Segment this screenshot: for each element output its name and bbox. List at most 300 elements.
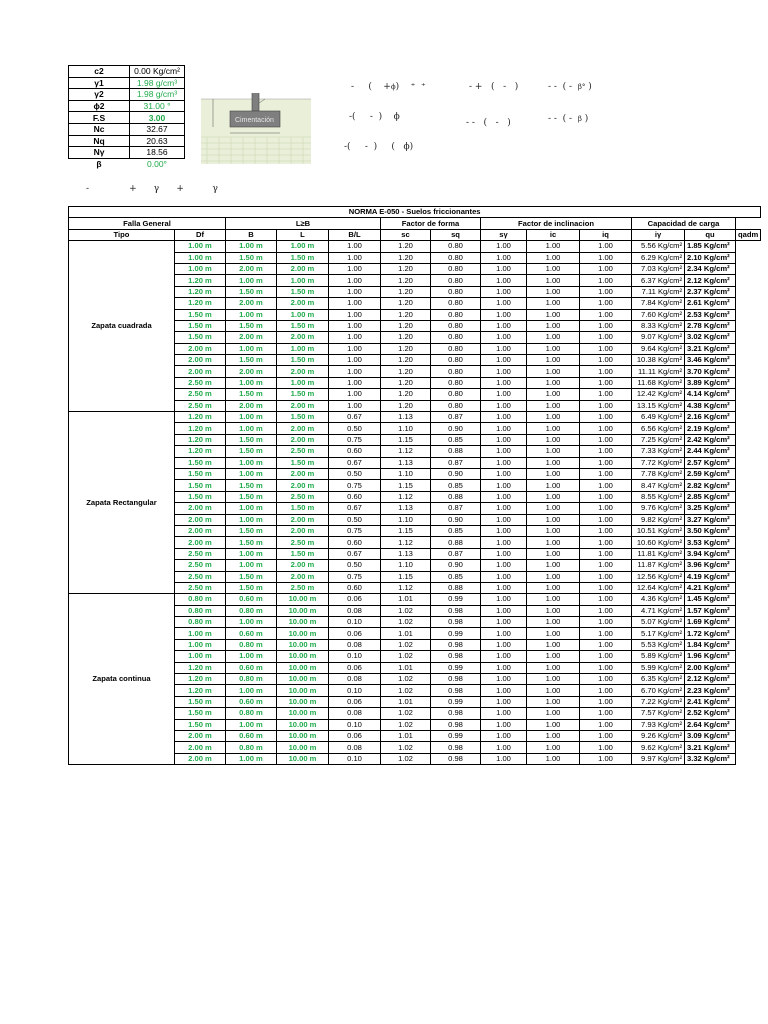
table-cell: 1.00 bbox=[481, 742, 527, 753]
table-cell: 1.01 bbox=[381, 730, 431, 741]
table-cell: 1.00 bbox=[481, 468, 527, 479]
table-cell: 1.00 bbox=[527, 685, 580, 696]
table-cell: 2.00 m bbox=[226, 400, 277, 411]
param-key: γ2 bbox=[69, 89, 130, 101]
table-cell: 0.67 bbox=[329, 412, 381, 423]
column-headers-row bbox=[69, 229, 761, 240]
table-cell: 1.00 m bbox=[226, 377, 277, 388]
table-cell: 1.00 bbox=[527, 582, 580, 593]
table-cell: 1.00 m bbox=[226, 514, 277, 525]
table-cell: 2.50 m bbox=[277, 582, 329, 593]
table-cell: 7.03 Kg/cm² bbox=[632, 263, 685, 274]
table-cell: 1.00 bbox=[527, 514, 580, 525]
table-cell: 1.00 bbox=[481, 241, 527, 252]
table-cell: 1.00 bbox=[481, 286, 527, 297]
table-cell: 1.20 m bbox=[175, 434, 226, 445]
table-cell: 1.00 bbox=[580, 753, 632, 764]
table-cell: 1.50 m bbox=[175, 708, 226, 719]
table-cell: 1.00 bbox=[527, 605, 580, 616]
column-header: B bbox=[226, 229, 277, 240]
table-cell: 1.20 m bbox=[175, 446, 226, 457]
table-cell: 1.00 bbox=[580, 628, 632, 639]
table-cell: 1.00 bbox=[481, 571, 527, 582]
table-cell: 1.50 m bbox=[175, 309, 226, 320]
table-cell: 1.00 bbox=[481, 662, 527, 673]
table-cell: 0.85 bbox=[431, 480, 481, 491]
table-cell: 1.00 m bbox=[226, 412, 277, 423]
table-cell: 1.00 bbox=[329, 332, 381, 343]
table-cell: 0.88 bbox=[431, 491, 481, 502]
table-cell: 0.75 bbox=[329, 480, 381, 491]
table-cell: 1.50 m bbox=[226, 537, 277, 548]
table-cell: 2.10 Kg/cm² bbox=[685, 252, 736, 263]
table-cell: 3.46 Kg/cm² bbox=[685, 355, 736, 366]
table-cell: 1.00 bbox=[329, 286, 381, 297]
table-cell: 1.00 m bbox=[277, 309, 329, 320]
table-cell: 6.37 Kg/cm² bbox=[632, 275, 685, 286]
table-cell: 3.89 Kg/cm² bbox=[685, 377, 736, 388]
column-header: Tipo bbox=[69, 229, 175, 240]
table-cell: 1.00 bbox=[527, 400, 580, 411]
table-cell: 10.00 m bbox=[277, 605, 329, 616]
table-cell: 1.50 m bbox=[226, 320, 277, 331]
table-cell: 1.00 bbox=[527, 343, 580, 354]
table-cell: 2.00 m bbox=[175, 730, 226, 741]
table-cell: 0.98 bbox=[431, 639, 481, 650]
table-cell: 1.00 bbox=[481, 263, 527, 274]
column-header: iq bbox=[580, 229, 632, 240]
table-cell: 1.00 bbox=[580, 696, 632, 707]
param-key: c2 bbox=[69, 66, 130, 78]
table-cell: 1.20 bbox=[381, 309, 431, 320]
table-cell: 1.01 bbox=[381, 594, 431, 605]
param-row bbox=[69, 89, 185, 101]
table-cell: 1.13 bbox=[381, 548, 431, 559]
table-cell: 1.00 bbox=[527, 708, 580, 719]
table-cell: 10.00 m bbox=[277, 674, 329, 685]
table-cell: 1.72 Kg/cm² bbox=[685, 628, 736, 639]
table-cell: 1.00 bbox=[527, 548, 580, 559]
table-cell: 1.00 bbox=[580, 400, 632, 411]
group-header-inclinacion: Factor de inclinacion bbox=[481, 218, 632, 229]
table-cell: 1.02 bbox=[381, 685, 431, 696]
table-cell: 2.85 Kg/cm² bbox=[685, 491, 736, 502]
table-cell: 1.20 bbox=[381, 343, 431, 354]
table-cell: 2.00 m bbox=[175, 355, 226, 366]
table-cell: 0.80 bbox=[431, 377, 481, 388]
column-header: iγ bbox=[632, 229, 685, 240]
table-cell: 0.60 bbox=[329, 446, 381, 457]
table-cell: 1.00 bbox=[329, 366, 381, 377]
equation-fragment: - - ( - β° ) bbox=[548, 82, 592, 92]
table-cell: 1.10 bbox=[381, 560, 431, 571]
table-cell: 1.00 bbox=[580, 366, 632, 377]
table-cell: 0.10 bbox=[329, 753, 381, 764]
table-cell: 0.60 bbox=[329, 582, 381, 593]
table-cell: 1.00 bbox=[580, 252, 632, 263]
table-cell: 2.00 m bbox=[277, 514, 329, 525]
table-cell: 0.80 m bbox=[226, 674, 277, 685]
column-header: L bbox=[277, 229, 329, 240]
table-cell: 1.00 bbox=[527, 651, 580, 662]
table-cell: 2.00 m bbox=[277, 332, 329, 343]
table-cell: 13.15 Kg/cm² bbox=[632, 400, 685, 411]
table-cell: 1.00 bbox=[580, 582, 632, 593]
param-row bbox=[69, 123, 185, 135]
table-cell: 0.80 bbox=[431, 366, 481, 377]
table-cell: 9.82 Kg/cm² bbox=[632, 514, 685, 525]
table-cell: 1.00 bbox=[527, 263, 580, 274]
table-cell: 1.00 bbox=[481, 298, 527, 309]
table-cell: 1.00 bbox=[481, 594, 527, 605]
table-cell: 2.00 m bbox=[175, 514, 226, 525]
column-header: Df bbox=[175, 229, 226, 240]
table-cell: 1.00 bbox=[580, 309, 632, 320]
table-cell: 1.20 bbox=[381, 355, 431, 366]
table-cell: 1.00 bbox=[527, 560, 580, 571]
table-cell: 1.00 bbox=[329, 343, 381, 354]
table-cell: 2.52 Kg/cm² bbox=[685, 708, 736, 719]
table-cell: 0.60 m bbox=[226, 628, 277, 639]
table-cell: 1.00 bbox=[527, 617, 580, 628]
table-cell: 2.00 m bbox=[277, 434, 329, 445]
table-cell: 1.50 m bbox=[277, 355, 329, 366]
table-cell: 1.00 bbox=[481, 400, 527, 411]
table-cell: 0.80 bbox=[431, 286, 481, 297]
table-cell: 3.94 Kg/cm² bbox=[685, 548, 736, 559]
table-cell: 1.00 bbox=[481, 446, 527, 457]
table-cell: 2.00 m bbox=[175, 503, 226, 514]
table-cell: 0.10 bbox=[329, 719, 381, 730]
table-cell: 1.00 bbox=[481, 412, 527, 423]
table-cell: 2.64 Kg/cm² bbox=[685, 719, 736, 730]
table-cell: 1.00 bbox=[527, 286, 580, 297]
table-cell: 11.68 Kg/cm² bbox=[632, 377, 685, 388]
soil-parameters-table bbox=[68, 65, 185, 169]
table-cell: 0.60 bbox=[329, 537, 381, 548]
table-cell: 1.50 m bbox=[175, 696, 226, 707]
table-cell: 2.00 m bbox=[277, 468, 329, 479]
table-cell: 1.00 bbox=[580, 708, 632, 719]
table-cell: 0.98 bbox=[431, 617, 481, 628]
equation-fragment: - - ( - ) bbox=[466, 118, 511, 128]
table-cell: 1.02 bbox=[381, 708, 431, 719]
table-cell: 1.00 bbox=[527, 446, 580, 457]
param-row bbox=[69, 135, 185, 147]
column-header: sc bbox=[381, 229, 431, 240]
table-cell: 1.00 bbox=[329, 320, 381, 331]
table-cell: 1.00 bbox=[481, 639, 527, 650]
table-cell: 1.00 m bbox=[226, 503, 277, 514]
table-cell: 0.50 bbox=[329, 514, 381, 525]
table-cell: 0.98 bbox=[431, 605, 481, 616]
table-cell: 2.00 m bbox=[277, 423, 329, 434]
table-cell: 1.12 bbox=[381, 491, 431, 502]
table-cell: 1.00 bbox=[329, 298, 381, 309]
param-key: γ1 bbox=[69, 77, 130, 89]
table-cell: 2.00 m bbox=[175, 537, 226, 548]
table-cell: 0.99 bbox=[431, 662, 481, 673]
table-cell: 1.00 bbox=[481, 685, 527, 696]
table-cell: 1.00 bbox=[580, 594, 632, 605]
table-cell: 0.80 bbox=[431, 389, 481, 400]
table-cell: 2.59 Kg/cm² bbox=[685, 468, 736, 479]
table-cell: 1.00 bbox=[580, 674, 632, 685]
table-row bbox=[69, 412, 761, 423]
table-cell: 1.00 bbox=[580, 662, 632, 673]
table-cell: 9.26 Kg/cm² bbox=[632, 730, 685, 741]
table-cell: 1.00 m bbox=[226, 423, 277, 434]
table-cell: 1.50 m bbox=[175, 457, 226, 468]
table-cell: 1.20 m bbox=[175, 662, 226, 673]
param-row bbox=[69, 112, 185, 124]
table-cell: 1.00 bbox=[329, 309, 381, 320]
table-cell: 1.50 m bbox=[226, 525, 277, 536]
equation-fragment: - ( +ϕ) ⁺ ⁺ bbox=[351, 82, 426, 92]
table-cell: 3.02 Kg/cm² bbox=[685, 332, 736, 343]
column-header: qadm bbox=[736, 229, 761, 240]
table-cell: 7.60 Kg/cm² bbox=[632, 309, 685, 320]
table-cell: 0.08 bbox=[329, 674, 381, 685]
table-cell: 9.76 Kg/cm² bbox=[632, 503, 685, 514]
table-cell: 0.85 bbox=[431, 434, 481, 445]
table-cell: 3.96 Kg/cm² bbox=[685, 560, 736, 571]
table-cell: 1.00 m bbox=[175, 252, 226, 263]
table-cell: 1.00 m bbox=[226, 241, 277, 252]
table-cell: 2.00 m bbox=[226, 332, 277, 343]
footing-type-cell: Zapata continua bbox=[69, 594, 175, 765]
param-value: 1.98 g/cm³ bbox=[130, 89, 185, 101]
param-row bbox=[69, 158, 185, 169]
table-cell: 1.10 bbox=[381, 514, 431, 525]
table-cell: 10.00 m bbox=[277, 662, 329, 673]
table-cell: 10.00 m bbox=[277, 594, 329, 605]
table-cell: 1.15 bbox=[381, 525, 431, 536]
table-cell: 1.00 bbox=[580, 605, 632, 616]
column-header: sq bbox=[431, 229, 481, 240]
table-cell: 1.00 bbox=[481, 389, 527, 400]
table-cell: 0.80 bbox=[431, 343, 481, 354]
table-cell: 1.20 bbox=[381, 298, 431, 309]
table-cell: 1.02 bbox=[381, 617, 431, 628]
table-cell: 1.20 bbox=[381, 389, 431, 400]
table-cell: 1.00 bbox=[580, 480, 632, 491]
table-cell: 0.98 bbox=[431, 674, 481, 685]
table-cell: 1.15 bbox=[381, 434, 431, 445]
table-cell: 1.50 m bbox=[277, 286, 329, 297]
table-cell: 1.00 bbox=[580, 730, 632, 741]
table-cell: 2.00 m bbox=[277, 560, 329, 571]
bearing-capacity-table bbox=[68, 206, 761, 765]
table-cell: 0.87 bbox=[431, 412, 481, 423]
table-cell: 7.72 Kg/cm² bbox=[632, 457, 685, 468]
table-cell: 1.02 bbox=[381, 639, 431, 650]
table-cell: 0.60 m bbox=[226, 594, 277, 605]
table-cell: 1.00 bbox=[580, 434, 632, 445]
table-cell: 1.00 bbox=[527, 412, 580, 423]
table-cell: 1.50 m bbox=[175, 320, 226, 331]
table-cell: 1.00 bbox=[527, 366, 580, 377]
table-cell: 1.01 bbox=[381, 696, 431, 707]
table-cell: 1.00 bbox=[527, 252, 580, 263]
table-cell: 0.98 bbox=[431, 742, 481, 753]
table-cell: 0.67 bbox=[329, 457, 381, 468]
param-row bbox=[69, 100, 185, 112]
table-cell: 1.00 bbox=[481, 708, 527, 719]
table-cell: 1.00 m bbox=[175, 651, 226, 662]
table-cell: 0.75 bbox=[329, 525, 381, 536]
table-cell: 1.20 bbox=[381, 275, 431, 286]
table-cell: 5.99 Kg/cm² bbox=[632, 662, 685, 673]
table-cell: 1.00 bbox=[527, 525, 580, 536]
table-cell: 1.20 bbox=[381, 241, 431, 252]
table-cell: 0.85 bbox=[431, 525, 481, 536]
table-cell: 7.84 Kg/cm² bbox=[632, 298, 685, 309]
table-cell: 1.50 m bbox=[277, 412, 329, 423]
table-cell: 2.23 Kg/cm² bbox=[685, 685, 736, 696]
param-key: β bbox=[96, 159, 102, 170]
table-cell: 2.50 m bbox=[175, 400, 226, 411]
table-cell: 0.67 bbox=[329, 548, 381, 559]
table-cell: 0.98 bbox=[431, 719, 481, 730]
table-cell: 1.00 bbox=[527, 753, 580, 764]
group-header-capacidad: Capacidad de carga bbox=[632, 218, 736, 229]
table-cell: 0.60 m bbox=[226, 730, 277, 741]
table-cell: 1.69 Kg/cm² bbox=[685, 617, 736, 628]
table-cell: 1.13 bbox=[381, 503, 431, 514]
table-cell: 3.21 Kg/cm² bbox=[685, 742, 736, 753]
table-cell: 4.19 Kg/cm² bbox=[685, 571, 736, 582]
table-row bbox=[69, 241, 761, 252]
table-cell: 1.00 m bbox=[175, 628, 226, 639]
table-cell: 2.00 m bbox=[226, 263, 277, 274]
table-cell: 1.50 m bbox=[226, 389, 277, 400]
table-cell: 1.02 bbox=[381, 605, 431, 616]
table-cell: 1.00 bbox=[527, 537, 580, 548]
table-cell: 1.20 bbox=[381, 332, 431, 343]
column-header: ic bbox=[527, 229, 580, 240]
table-cell: 1.02 bbox=[381, 753, 431, 764]
equation-fragment: -( - ) ( ϕ) bbox=[344, 142, 414, 152]
table-cell: 0.75 bbox=[329, 571, 381, 582]
table-cell: 1.00 bbox=[580, 537, 632, 548]
table-cell: 1.00 m bbox=[226, 617, 277, 628]
table-cell: 1.00 bbox=[481, 377, 527, 388]
table-cell: 1.96 Kg/cm² bbox=[685, 651, 736, 662]
table-cell: 1.10 bbox=[381, 423, 431, 434]
table-cell: 1.00 bbox=[580, 491, 632, 502]
table-cell: 1.00 bbox=[481, 696, 527, 707]
table-cell: 0.90 bbox=[431, 468, 481, 479]
table-cell: 1.00 m bbox=[226, 753, 277, 764]
table-cell: 1.00 bbox=[329, 400, 381, 411]
table-cell: 2.00 m bbox=[175, 366, 226, 377]
table-cell: 1.84 Kg/cm² bbox=[685, 639, 736, 650]
table-cell: 1.50 m bbox=[226, 286, 277, 297]
table-cell: 0.99 bbox=[431, 696, 481, 707]
table-cell: 1.00 bbox=[527, 742, 580, 753]
param-row bbox=[69, 66, 185, 78]
table-cell: 0.60 bbox=[329, 491, 381, 502]
table-cell: 0.80 m bbox=[175, 617, 226, 628]
table-cell: 5.53 Kg/cm² bbox=[632, 639, 685, 650]
table-cell: 2.50 m bbox=[175, 582, 226, 593]
table-cell: 2.00 m bbox=[226, 298, 277, 309]
table-cell: 7.93 Kg/cm² bbox=[632, 719, 685, 730]
table-cell: 2.37 Kg/cm² bbox=[685, 286, 736, 297]
table-cell: 1.00 bbox=[527, 662, 580, 673]
table-cell: 1.00 bbox=[527, 434, 580, 445]
table-cell: 1.00 bbox=[580, 514, 632, 525]
table-cell: 1.50 m bbox=[226, 480, 277, 491]
table-cell: 1.00 bbox=[481, 514, 527, 525]
table-cell: 0.50 bbox=[329, 560, 381, 571]
table-cell: 1.00 bbox=[481, 457, 527, 468]
table-cell: 1.00 bbox=[481, 480, 527, 491]
table-cell: 0.50 bbox=[329, 468, 381, 479]
table-cell: 1.00 bbox=[580, 719, 632, 730]
table-cell: 1.00 m bbox=[226, 560, 277, 571]
table-cell: 0.98 bbox=[431, 685, 481, 696]
table-cell: 1.00 bbox=[527, 468, 580, 479]
table-cell: 1.00 m bbox=[226, 685, 277, 696]
table-cell: 0.80 bbox=[431, 320, 481, 331]
param-row bbox=[69, 77, 185, 89]
param-key: F.S bbox=[69, 112, 130, 124]
table-cell: 1.00 bbox=[481, 309, 527, 320]
table-cell: 0.80 bbox=[431, 298, 481, 309]
param-row bbox=[69, 147, 185, 159]
table-cell: 1.50 m bbox=[226, 582, 277, 593]
table-cell: 1.00 bbox=[580, 651, 632, 662]
table-cell: 7.57 Kg/cm² bbox=[632, 708, 685, 719]
table-cell: 2.00 m bbox=[277, 366, 329, 377]
table-cell: 3.21 Kg/cm² bbox=[685, 343, 736, 354]
equation-fragment: - - ( - β ) bbox=[548, 114, 589, 124]
table-cell: 0.90 bbox=[431, 560, 481, 571]
table-cell: 1.00 bbox=[580, 332, 632, 343]
param-value: 1.98 g/cm³ bbox=[130, 77, 185, 89]
table-cell: 1.00 bbox=[481, 503, 527, 514]
table-cell: 1.01 bbox=[381, 628, 431, 639]
table-cell: 1.50 m bbox=[175, 491, 226, 502]
table-cell: 0.08 bbox=[329, 605, 381, 616]
table-cell: 1.00 bbox=[527, 457, 580, 468]
table-cell: 1.20 m bbox=[175, 298, 226, 309]
table-cell: 0.85 bbox=[431, 571, 481, 582]
table-cell: 0.08 bbox=[329, 639, 381, 650]
table-cell: 2.00 m bbox=[175, 525, 226, 536]
table-cell: 1.00 bbox=[527, 674, 580, 685]
table-cell: 1.00 bbox=[329, 252, 381, 263]
table-cell: 1.00 bbox=[329, 377, 381, 388]
table-cell: 1.00 m bbox=[226, 309, 277, 320]
table-cell: 0.06 bbox=[329, 628, 381, 639]
param-key: Nq bbox=[69, 135, 130, 147]
table-cell: 1.00 m bbox=[226, 468, 277, 479]
table-cell: 1.00 bbox=[527, 241, 580, 252]
table-cell: 2.50 m bbox=[277, 446, 329, 457]
table-cell: 1.00 bbox=[527, 696, 580, 707]
table-cell: 12.56 Kg/cm² bbox=[632, 571, 685, 582]
bearing-capacity-body bbox=[69, 241, 761, 765]
table-cell: 1.00 bbox=[527, 628, 580, 639]
table-cell: 1.50 m bbox=[226, 446, 277, 457]
table-cell: 9.64 Kg/cm² bbox=[632, 343, 685, 354]
table-cell: 1.02 bbox=[381, 651, 431, 662]
table-cell: 0.80 bbox=[431, 275, 481, 286]
param-value: 0.00 Kg/cm² bbox=[130, 66, 185, 78]
